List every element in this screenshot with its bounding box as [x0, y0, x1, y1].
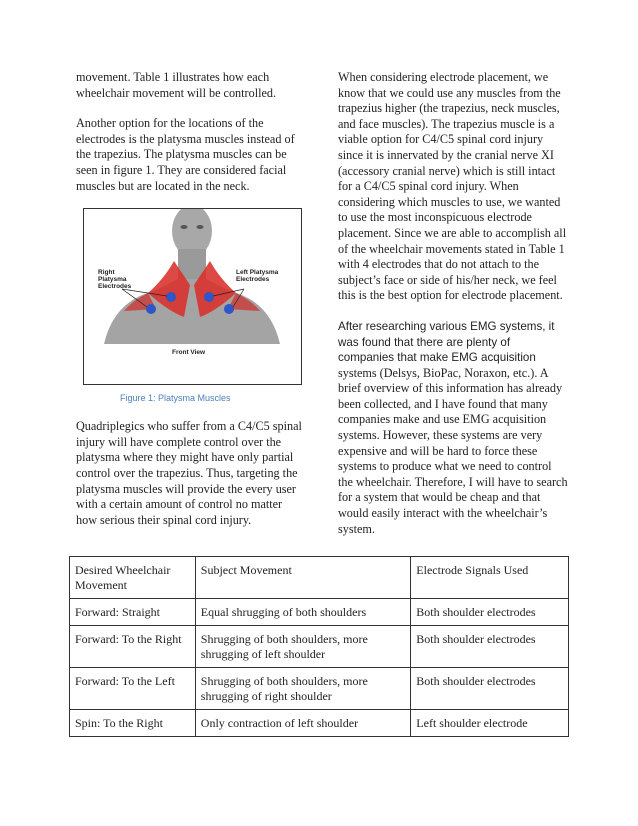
paragraph: Another option for the locations of the electrodes is the platysma muscles instead of the trapezius. The platysma muscles can be seen in figure 1. They are considered facial muscles but are located in the neck.	[76, 116, 295, 193]
table-cell: Both shoulder electrodes	[411, 626, 569, 668]
left-column	[76, 70, 306, 543]
table-cell: Both shoulder electrodes	[411, 599, 569, 626]
front-view-label: Front View	[172, 349, 206, 357]
table-cell: Forward: To the Right	[70, 626, 196, 668]
eye-left	[181, 225, 188, 229]
eye-right	[197, 225, 204, 229]
paragraph-fragment: After researching various EMG systems, it was found that there are plenty of companies that make EMG acquisition	[338, 319, 555, 365]
figure-caption: Figure 1: Platysma Muscles	[120, 393, 231, 404]
paragraph-fragment: systems (Delsys, BioPac, Noraxon, etc.). A brief overview of this information has already been collected, and I have found that many companies make and use EMG acquisition systems. However, these systems are very expensive and will be hard to force these systems to produce what we need to control the wheelchair. Therefore, I will have to search for a system that would be cheap and that would easily interact with the wheelchair’s system.	[338, 365, 568, 536]
table-header-cell: Electrode Signals Used	[411, 557, 569, 599]
table-cell: Both shoulder electrodes	[411, 668, 569, 710]
table-cell: Forward: Straight	[70, 599, 196, 626]
table-row	[70, 626, 569, 668]
platysma-figure	[83, 208, 302, 385]
table-header-cell: Desired Wheelchair Movement	[70, 557, 196, 599]
paragraph	[338, 319, 568, 537]
paragraph: Quadriplegics who suffer from a C4/C5 spinal injury will have complete control over the platysma where they might have only partial control over the trapezius. Thus, targeting the platysma muscles will provide the every user with a certain amount of control no matter how serious their spinal cord injury.	[76, 419, 302, 527]
table-cell: Shrugging of both shoulders, more shrugging of left shoulder	[195, 626, 411, 668]
paragraph: movement. Table 1 illustrates how each wheelchair movement will be controlled.	[76, 70, 277, 100]
table-cell: Left shoulder electrode	[411, 710, 569, 737]
table-header-row	[70, 557, 569, 599]
movement-table	[69, 556, 569, 737]
paragraph: When considering electrode placement, we know that we could use any muscles from the trapezius higher (the trapezius, neck muscles, and face muscles). The trapezius muscle is a viable option for C4/C5 spinal cord injury since it is innervated by the cranial nerve XI (accessory cranial nerve) which is still intact for a C4/C5 spinal cord injury. When considering which muscles to use, we wanted to use the most inconspicuous electrode placement. Since we are able to accomplish all of the wheelchair movements stated in Table 1 with 4 electrodes that do not attach to the subject’s face or side of his/her neck, we feel this is the best option for electrode placement.	[338, 70, 567, 303]
table-cell: Equal shrugging of both shoulders	[195, 599, 411, 626]
table-row	[70, 599, 569, 626]
table-cell: Only contraction of left shoulder	[195, 710, 411, 737]
electrode-dot	[146, 304, 156, 314]
table-cell: Spin: To the Right	[70, 710, 196, 737]
table-header-cell: Subject Movement	[195, 557, 411, 599]
electrode-dot	[166, 292, 176, 302]
neck-illustration	[84, 209, 301, 384]
left-electrodes-label: Left Platysma Electrodes	[236, 269, 279, 284]
table-cell: Shrugging of both shoulders, more shrugging of right shoulder	[195, 668, 411, 710]
right-electrodes-label: Right Platysma Electrodes	[98, 269, 132, 291]
electrode-dot	[224, 304, 234, 314]
electrode-dot	[204, 292, 214, 302]
right-column	[338, 70, 568, 537]
table-row	[70, 710, 569, 737]
table-row	[70, 668, 569, 710]
table-cell: Forward: To the Left	[70, 668, 196, 710]
